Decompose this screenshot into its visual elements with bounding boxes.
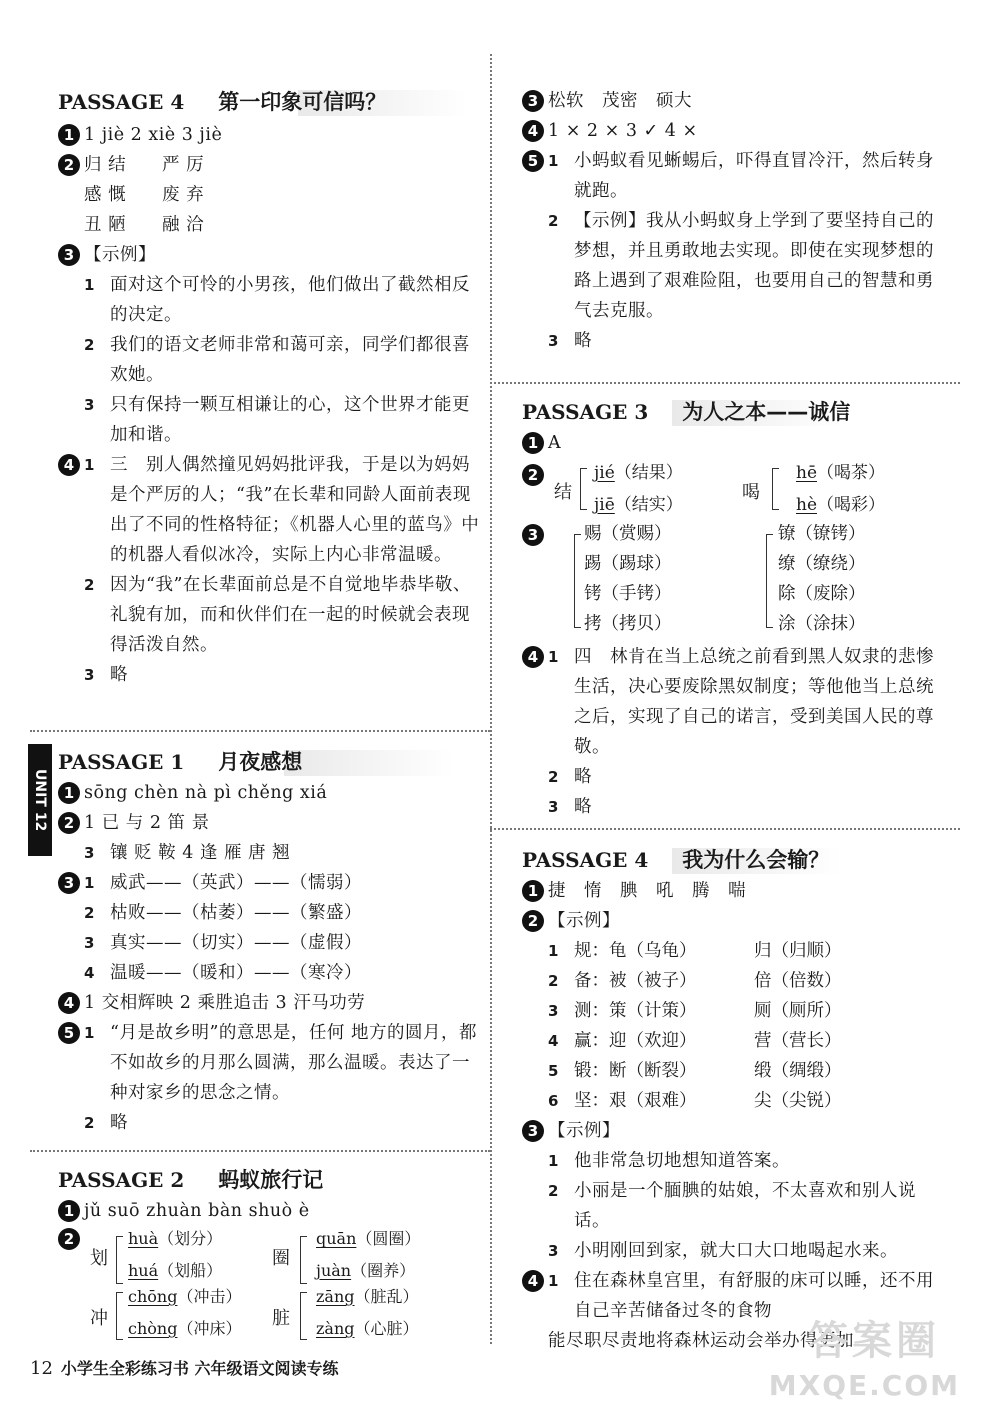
answer-q4: 4 1 × 2 × 3 ✓ 4 ×: [522, 116, 950, 146]
answer-q4: 4 1 四 林肯在当上总统之前看到黑人奴隶的悲惨生活，决心要废除黑奴制度；等他他当上总统之后，实现了自己的诺言，受到美国人民的尊敬。: [522, 642, 950, 762]
watermark-url: MXQE.COM: [768, 1369, 960, 1402]
page-number: 12: [30, 1358, 53, 1379]
passage-4-right: [522, 844, 950, 1356]
answer-q4: 4 1 三 别人偶然撞见妈妈批评我，于是以为妈妈是个严厉的人；“我”在长辈和同龄人面前表现出了不同的性格特征；《机器人心里的蓝鸟》中的机器人看似冰冷，实际上内心非常温暖。: [58, 450, 484, 570]
list-item: 3 小明刚回到家，就大口大口地喝起水来。: [548, 1241, 898, 1261]
list-item: 2 小丽是一个腼腆的姑娘，不太喜欢和别人说话。: [548, 1181, 916, 1231]
list-item: 6 坚：艰（艰难） 尖（尖锐）: [548, 1091, 842, 1111]
list-item: 5 锻：断（断裂） 缎（绸缎）: [548, 1061, 842, 1081]
passage-title: PASSAGE 2 蚂蚁旅行记: [58, 1168, 324, 1192]
section-divider: [30, 730, 490, 732]
answer-q5: 5 1 “月是故乡明”的意思是，任何 地方的圆月，都不如故乡的月那么圆满，那么温暖。表达了一种对家乡的思念之情。: [58, 1018, 484, 1108]
answer-q1: 1 jǔ suō zhuàn bàn shuò è: [58, 1196, 484, 1226]
list-item: 1 他非常急切地想知道答案。: [548, 1151, 790, 1171]
section-divider: [490, 382, 960, 384]
answer-q3: 3 【示例】: [522, 1116, 950, 1146]
list-item: 3 略: [548, 797, 592, 817]
list-item: 3 只有保持一颗互相谦让的心，这个世界才能更加和谐。: [84, 395, 470, 445]
answer-q3: 3 松软 茂密 硕大: [522, 86, 950, 116]
list-item: 2 因为“我”在长辈面前总是不自觉地毕恭毕敬、礼貌有加，而和伙伴们在一起的时候就会表现得活泼自然。: [84, 575, 471, 655]
answer-q1: 1 1 jiè 2 xiè 3 jiè: [58, 120, 484, 150]
passage-1: [58, 746, 484, 1138]
list-item: 4 赢：迎（欢迎） 营（营长）: [548, 1031, 842, 1051]
answer-q2-row: 3 镶 贬 鞍 4 逢 雁 唐 翘: [84, 843, 291, 863]
passage-title: PASSAGE 1 月夜感想: [58, 746, 484, 776]
list-item-cut: 能尽职尽责地将森林运动会举办得更加: [548, 1331, 854, 1351]
list-item: 1 规：龟（乌龟） 归（归顺）: [548, 941, 842, 961]
list-item: 2 我们的语文老师非常和蔼可亲，同学们都很喜欢她。: [84, 335, 470, 385]
passage-title: PASSAGE 3 为人之本——诚信: [522, 400, 851, 424]
section-divider: [490, 828, 960, 830]
passage-2: [58, 1164, 484, 1362]
answer-q2: 2 划 huà（划分） huá（划船） 圈 quān（圆圈） juàn（圈养） 冲 chōng（冲击） chòng（冲床） 脏 zāng（脏乱） zàng（心脏）: [58, 1226, 484, 1362]
passage-4-left: [58, 86, 484, 690]
answer-q1: 1 捷 惰 腆 吼 腾 喘: [522, 876, 950, 906]
answer-q2-row: 丑 陋 融 洽: [84, 215, 205, 235]
list-item: 3 略: [84, 665, 128, 685]
section-divider: [30, 1150, 490, 1152]
list-item: 2 【示例】我从小蚂蚁身上学到了要坚持自己的梦想，并且勇敢地去实现。即使在实现梦想的路上遇到了艰难险阻，也要用自己的智慧和勇气去克服。: [548, 211, 934, 321]
answer-q4: 4 1 住在森林皇宫里，有舒服的床可以睡，还不用自己辛苦储备过冬的食物: [522, 1266, 950, 1326]
passage-title: PASSAGE 4 第一印象可信吗？: [58, 86, 484, 116]
answer-q4: 4 1 交相辉映 2 乘胜追击 3 汗马功劳: [58, 988, 484, 1018]
book-title: 小学生全彩练习书 六年级语文阅读专练: [60, 1359, 339, 1378]
answer-q2: 2 1 已 与 2 笛 景: [58, 808, 484, 838]
page-footer: [30, 1356, 338, 1379]
unit-tab: UNIT 12: [28, 744, 52, 856]
answer-q1: 1 sōng chèn nà pì chěng xiá: [58, 778, 484, 808]
answer-q2: 2 归 结 严 厉: [58, 150, 484, 180]
passage-2-continued: [522, 86, 950, 356]
passage-title: PASSAGE 4 我为什么会输？: [522, 844, 950, 874]
answer-q1: 1 A: [522, 428, 950, 458]
watermark-logo: 答案圈: [808, 1318, 940, 1364]
answer-q5: 5 1 小蚂蚁看见蜥蜴后，吓得直冒冷汗，然后转身就跑。: [522, 146, 950, 206]
list-item: 2 略: [84, 1113, 128, 1133]
list-item: 2 枯败——（枯萎）——（繁盛）: [84, 903, 362, 923]
passage-3: [522, 396, 950, 822]
answer-q3: 3 【示例】: [58, 240, 484, 270]
column-divider: [490, 54, 492, 1344]
list-item: 3 测：策（计策） 厕（厕所）: [548, 1001, 842, 1021]
list-item: 1 面对这个可怜的小男孩，他们做出了截然相反的决定。: [84, 275, 470, 325]
list-item: 4 温暖——（暖和）——（寒冷）: [84, 963, 362, 983]
list-item: 2 备：被（被子） 倍（倍数）: [548, 971, 842, 991]
answer-q2: 2 【示例】: [522, 906, 950, 936]
list-item: 3 真实——（切实）——（虚假）: [84, 933, 362, 953]
list-item: 3 略: [548, 331, 592, 351]
answer-q3: 3 赐（赏赐） 踢（踢球） 铐（手铐） 拷（拷贝） 镣（镣铐） 缭（缭绕） 除（废除） 涂（涂抹）: [522, 520, 950, 642]
answer-q3: 3 1 威武——（英武）——（懦弱）: [58, 868, 484, 898]
list-item: 2 略: [548, 767, 592, 787]
answer-q2: 2 结 jié（结果） jiē（结实） 喝 hē（喝茶） hè（喝彩）: [522, 458, 950, 520]
answer-q2-row: 感 慨 废 弃: [84, 185, 205, 205]
